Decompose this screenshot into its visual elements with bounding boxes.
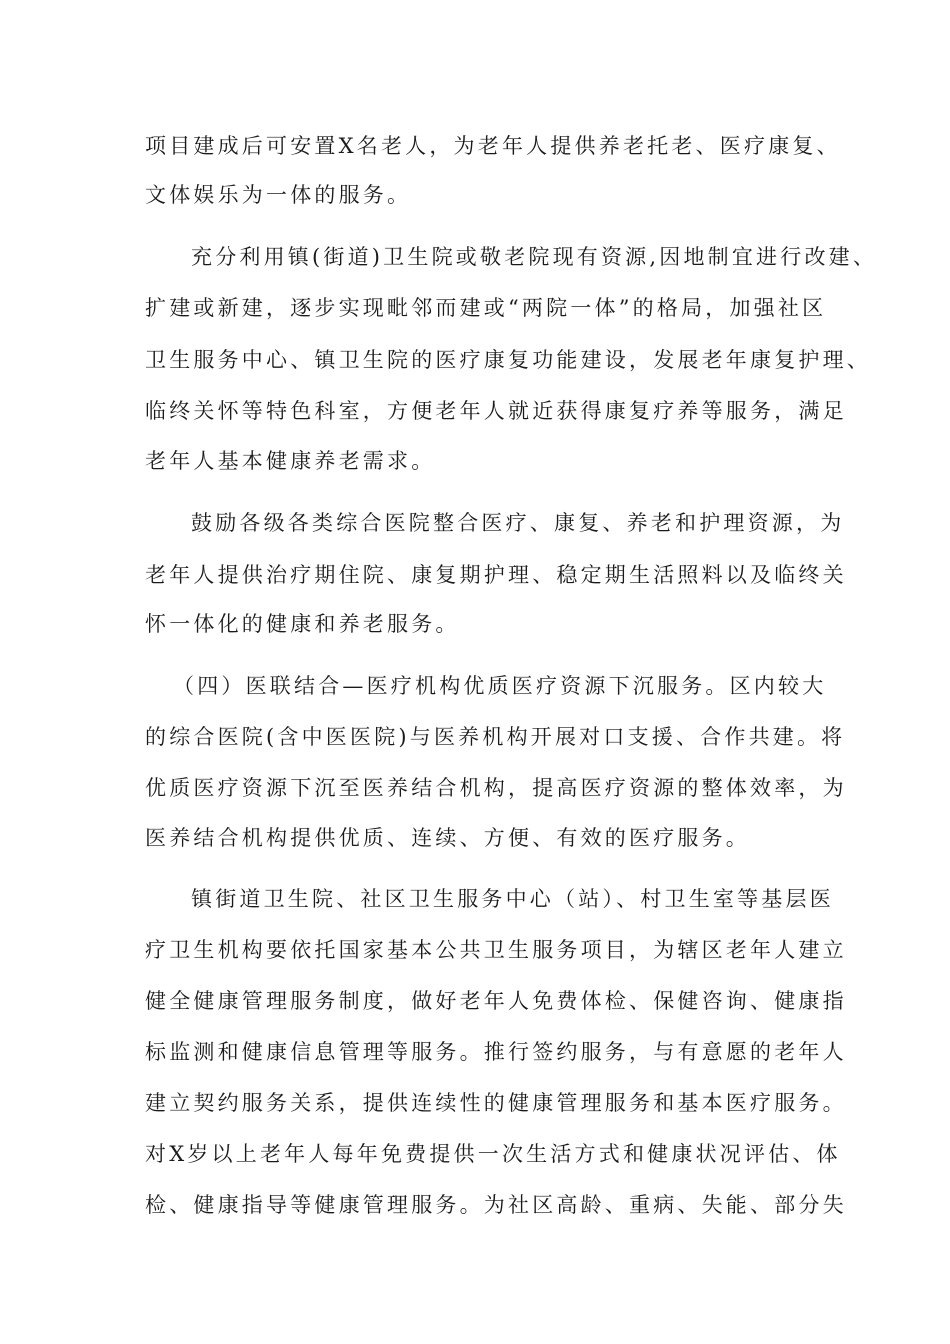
body-text-line: 疗卫生机构要依托国家基本公共卫生服务项目，为辖区老年人建立 (145, 938, 847, 962)
body-text-line: 项目建成后可安置X名老人，为老年人提供养老托老、医疗康复、 (145, 134, 841, 158)
paragraph-first-line: 充分利用镇(街道)卫生院或敬老院现有资源,因地制宜进行改建、 (191, 245, 878, 269)
body-text-line: 扩建或新建，逐步实现毗邻而建或“两院一体”的格局，加强社区 (145, 296, 827, 320)
paragraph-first-line: 鼓励各级各类综合医院整合医疗、康复、养老和护理资源，为 (191, 511, 845, 535)
paragraph-first-line: 镇街道卫生院、社区卫生服务中心（站）、村卫生室等基层医 (191, 887, 834, 911)
body-text-line: 老年人提供治疗期住院、康复期护理、稳定期生活照料以及临终关 (145, 563, 847, 587)
body-text-line: 卫生服务中心、镇卫生院的医疗康复功能建设，发展老年康复护理、 (145, 348, 871, 372)
body-text-line: 健全健康管理服务制度，做好老年人免费体检、保健咨询、健康指 (145, 989, 847, 1013)
body-text-line: 的综合医院(含中医医院)与医养机构开展对口支援、合作共建。将 (145, 725, 846, 749)
body-text-line: 文体娱乐为一体的服务。 (145, 183, 412, 207)
body-text-line: 临终关怀等特色科室，方便老年人就近获得康复疗养等服务，满足 (145, 399, 847, 423)
body-text-line: 怀一体化的健康和养老服务。 (145, 612, 460, 636)
body-text-line: 检、健康指导等健康管理服务。为社区高龄、重病、失能、部分失 (145, 1193, 847, 1217)
body-text-line: 建立契约服务关系，提供连续性的健康管理服务和基本医疗服务。 (145, 1091, 847, 1115)
body-text-line: 对X岁以上老年人每年免费提供一次生活方式和健康状况评估、体 (145, 1142, 841, 1166)
body-text-line: 标监测和健康信息管理等服务。推行签约服务，与有意愿的老年人 (145, 1040, 847, 1064)
body-text-line: 医养结合机构提供优质、连续、方便、有效的医疗服务。 (145, 826, 750, 850)
section-heading-line: （四）医联结合—医疗机构优质医疗资源下沉服务。区内较大 (173, 674, 827, 698)
body-text-line: 老年人基本健康养老需求。 (145, 449, 436, 473)
body-text-line: 优质医疗资源下沉至医养结合机构，提高医疗资源的整体效率，为 (145, 776, 847, 800)
